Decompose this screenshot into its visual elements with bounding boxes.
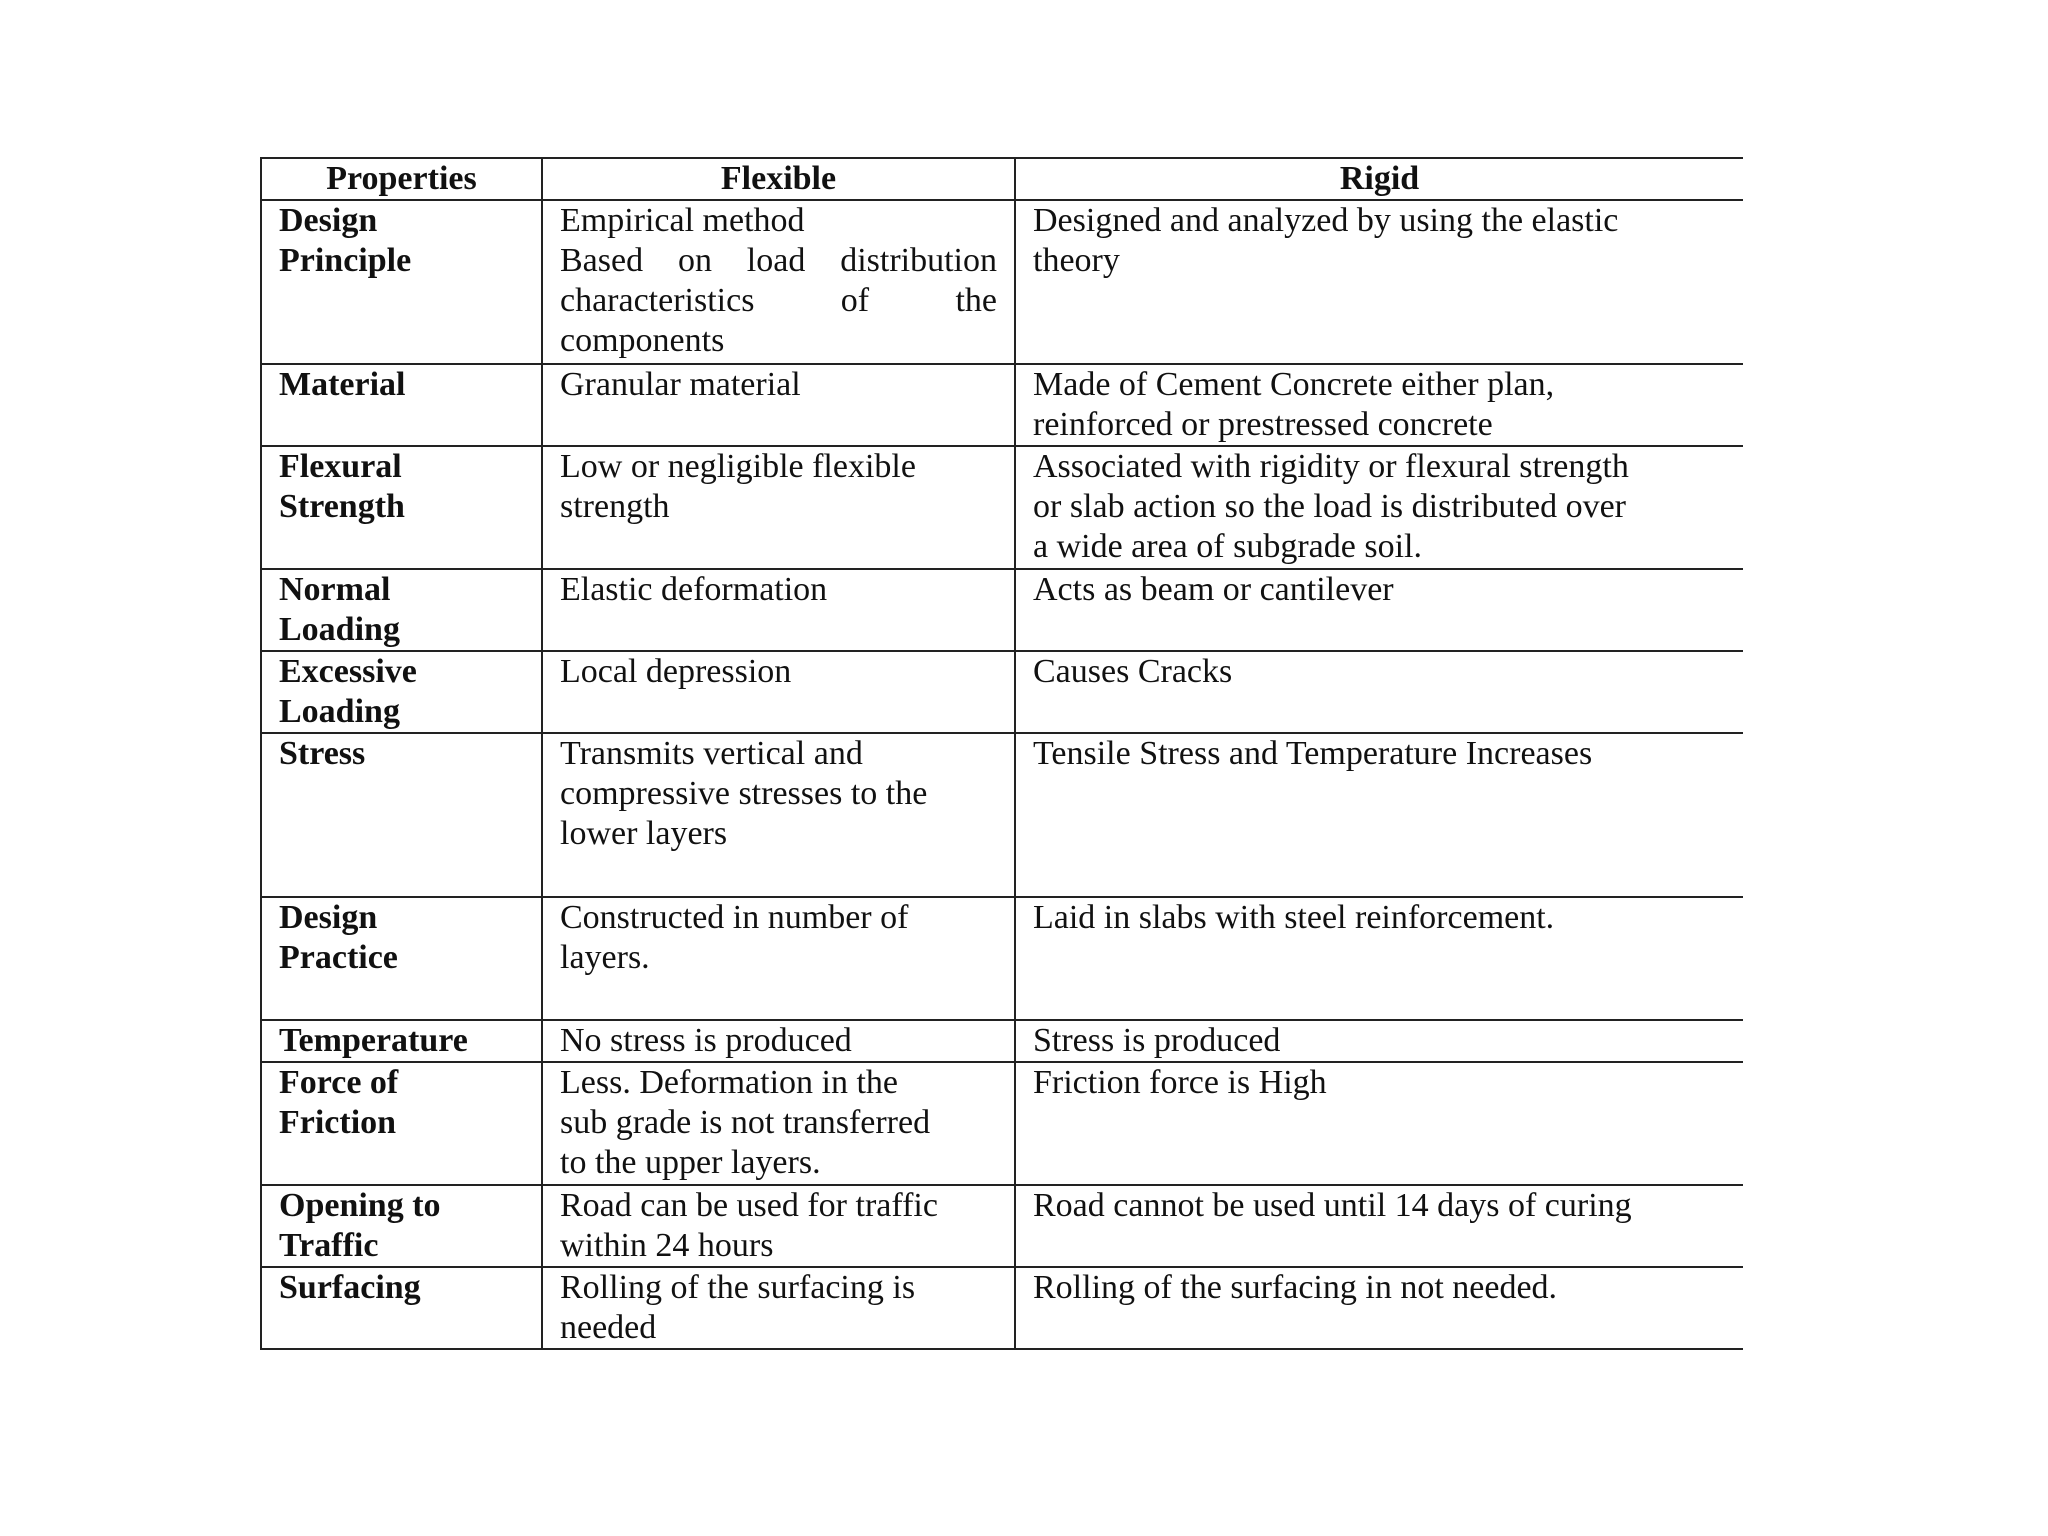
cell-text-line: characteristics of the bbox=[560, 282, 997, 319]
cell-text-line: Opening to bbox=[279, 1187, 441, 1224]
cell-text-line: Constructed in number of bbox=[560, 899, 909, 936]
cell-text-line: Design bbox=[279, 899, 378, 936]
cell-rigid bbox=[1015, 897, 1743, 1020]
table-row bbox=[261, 897, 1743, 1020]
cell-text-line: Traffic bbox=[279, 1227, 379, 1264]
cell-text-line: compressive stresses to the bbox=[560, 775, 928, 812]
cell-rigid bbox=[1015, 733, 1743, 897]
cell-text-line: layers. bbox=[560, 939, 650, 976]
cell-text-line: Strength bbox=[279, 488, 405, 525]
cell-text-line: Normal bbox=[279, 571, 391, 608]
cell-property bbox=[261, 200, 542, 364]
cell-text-line: Acts as beam or cantilever bbox=[1033, 571, 1394, 608]
cell-rigid bbox=[1015, 1267, 1743, 1349]
cell-property bbox=[261, 569, 542, 651]
cell-property bbox=[261, 733, 542, 897]
cell-text-line: Laid in slabs with steel reinforcement. bbox=[1033, 899, 1555, 936]
table-row bbox=[261, 1267, 1743, 1349]
cell-rigid bbox=[1015, 651, 1743, 733]
cell-property bbox=[261, 897, 542, 1020]
table-row bbox=[261, 651, 1743, 733]
cell-text-line: Elastic deformation bbox=[560, 571, 828, 608]
cell-text-line: Flexural bbox=[279, 448, 402, 485]
cell-text-line: Force of bbox=[279, 1064, 399, 1101]
table-row bbox=[261, 446, 1743, 569]
cell-flexible bbox=[542, 733, 1015, 897]
cell-flexible bbox=[542, 1020, 1015, 1062]
cell-text-line: Road can be used for traffic bbox=[560, 1187, 938, 1224]
cell-text-line: Made of Cement Concrete either plan, bbox=[1033, 366, 1555, 403]
cell-text-line: Loading bbox=[279, 693, 400, 730]
cell-flexible bbox=[542, 364, 1015, 446]
cell-text-line: a wide area of subgrade soil. bbox=[1033, 528, 1422, 565]
cell-flexible bbox=[542, 1185, 1015, 1267]
cell-text-line: Design bbox=[279, 202, 378, 239]
cell-property bbox=[261, 1267, 542, 1349]
cell-text-line: Surfacing bbox=[279, 1269, 421, 1306]
cell-text-line: components bbox=[560, 322, 725, 359]
cell-text-line: lower layers bbox=[560, 815, 728, 852]
cell-text-line: Transmits vertical and bbox=[560, 735, 863, 772]
table-body bbox=[261, 200, 1743, 1349]
cell-property bbox=[261, 1020, 542, 1062]
table-row bbox=[261, 1062, 1743, 1185]
cell-text-line: needed bbox=[560, 1309, 657, 1346]
cell-text-line: strength bbox=[560, 488, 670, 525]
cell-flexible bbox=[542, 569, 1015, 651]
cell-rigid bbox=[1015, 1185, 1743, 1267]
cell-text-line: within 24 hours bbox=[560, 1227, 774, 1264]
cell-flexible bbox=[542, 1267, 1015, 1349]
cell-rigid bbox=[1015, 364, 1743, 446]
cell-text-line: Low or negligible flexible bbox=[560, 448, 916, 485]
cell-text-line: No stress is produced bbox=[560, 1022, 852, 1059]
cell-property bbox=[261, 446, 542, 569]
cell-text-line: Friction bbox=[279, 1104, 397, 1141]
cell-flexible bbox=[542, 897, 1015, 1020]
cell-property bbox=[261, 364, 542, 446]
header-flexible: Flexible bbox=[542, 158, 1015, 200]
cell-text-line: Tensile Stress and Temperature Increases bbox=[1033, 735, 1593, 772]
cell-property bbox=[261, 1062, 542, 1185]
cell-text-line: or slab action so the load is distributed over bbox=[1033, 488, 1626, 525]
table-row bbox=[261, 569, 1743, 651]
cell-text-line: reinforced or prestressed concrete bbox=[1033, 406, 1493, 443]
table-row bbox=[261, 1020, 1743, 1062]
table-row bbox=[261, 733, 1743, 897]
cell-text-line: Stress bbox=[279, 735, 366, 772]
table-row bbox=[261, 1185, 1743, 1267]
table-row bbox=[261, 200, 1743, 364]
cell-text-line: Associated with rigidity or flexural strength bbox=[1033, 448, 1629, 485]
table-row bbox=[261, 364, 1743, 446]
cell-flexible bbox=[542, 651, 1015, 733]
cell-text-line: Temperature bbox=[279, 1022, 468, 1059]
cell-text-line: Friction force is High bbox=[1033, 1064, 1327, 1101]
cell-rigid bbox=[1015, 1020, 1743, 1062]
cell-text-line: Excessive bbox=[279, 653, 417, 690]
header-rigid: Rigid bbox=[1015, 158, 1743, 200]
cell-rigid bbox=[1015, 569, 1743, 651]
cell-text-line: Based on load distribution bbox=[560, 242, 997, 279]
cell-text-line: Loading bbox=[279, 611, 400, 648]
cell-text-line: Local depression bbox=[560, 653, 792, 690]
cell-text-line: sub grade is not transferred bbox=[560, 1104, 931, 1141]
cell-text-line: Causes Cracks bbox=[1033, 653, 1233, 690]
cell-property bbox=[261, 651, 542, 733]
cell-flexible bbox=[542, 200, 1015, 364]
cell-text-line: Principle bbox=[279, 242, 412, 279]
header-row bbox=[261, 158, 1743, 200]
cell-text-line: Material bbox=[279, 366, 406, 403]
table-header bbox=[261, 158, 1743, 200]
comparison-table bbox=[260, 157, 1743, 1350]
cell-text-line: Designed and analyzed by using the elastic bbox=[1033, 202, 1619, 239]
cell-text-line: Empirical method bbox=[560, 202, 805, 239]
cell-text-line: Rolling of the surfacing in not needed. bbox=[1033, 1269, 1558, 1306]
header-properties: Properties bbox=[261, 158, 542, 200]
cell-text-line: to the upper layers. bbox=[560, 1144, 821, 1181]
cell-text-line: Road cannot be used until 14 days of curing bbox=[1033, 1187, 1632, 1224]
cell-flexible bbox=[542, 1062, 1015, 1185]
cell-text-line: Granular material bbox=[560, 366, 801, 403]
cell-text-line: Rolling of the surfacing is bbox=[560, 1269, 916, 1306]
cell-rigid bbox=[1015, 446, 1743, 569]
cell-text-line: Stress is produced bbox=[1033, 1022, 1281, 1059]
cell-rigid bbox=[1015, 200, 1743, 364]
cell-flexible bbox=[542, 446, 1015, 569]
cell-property bbox=[261, 1185, 542, 1267]
cell-text-line: Practice bbox=[279, 939, 398, 976]
cell-text-line: theory bbox=[1033, 242, 1120, 279]
cell-text-line: Less. Deformation in the bbox=[560, 1064, 899, 1101]
cell-rigid bbox=[1015, 1062, 1743, 1185]
